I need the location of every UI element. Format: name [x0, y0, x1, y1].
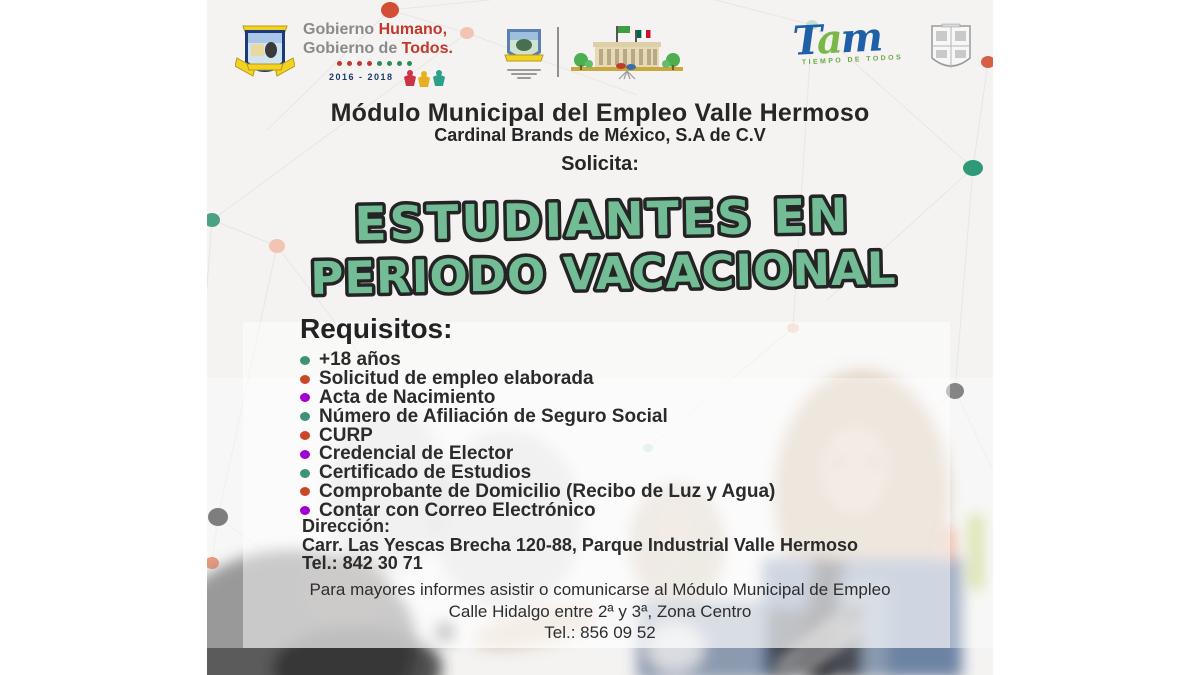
requirements-list [300, 351, 960, 520]
list-item-label: Acta de Nacimiento [319, 387, 496, 408]
people-figures-icon [402, 69, 450, 87]
tamaulipas-seal-icon [928, 22, 974, 76]
bullet-dot [300, 487, 310, 496]
list-item [300, 407, 960, 426]
bullet-dot [300, 393, 310, 402]
job-flyer-poster [207, 0, 993, 675]
list-item-label: Comprobante de Domicilio (Recibo de Luz y Agua) [319, 480, 776, 502]
tam-logo [791, 13, 904, 67]
footer-phone: Tel.: 856 09 52 [544, 623, 656, 642]
small-crest-icon [501, 25, 547, 67]
years-label: 2016 - 2018 [329, 72, 394, 82]
logo-divider [557, 27, 559, 77]
bullet-dot [300, 375, 310, 384]
todos-label: Todos. [401, 40, 453, 57]
address-line: Carr. Las Yescas Brecha 120-88, Parque Industrial Valle Hermoso [302, 534, 858, 555]
tam-letter-m: m [839, 13, 883, 63]
main-headline [207, 183, 993, 315]
gobierno-humano-text [303, 20, 453, 87]
tam-tagline: TIEMPO DE TODOS [801, 54, 904, 67]
address-section [302, 517, 858, 573]
bullet-dot [300, 450, 310, 459]
list-item [300, 445, 960, 464]
list-item-label: Número de Afiliación de Seguro Social [319, 405, 668, 427]
crest-caption-bars [507, 69, 541, 79]
bullet-dot [300, 506, 310, 515]
headline-line1: ESTUDIANTES EN [353, 188, 852, 253]
bullet-dot [300, 356, 310, 365]
list-item-label: Contar con Correo Electrónico [319, 499, 596, 521]
requirements-section [300, 313, 960, 520]
municipal-palace-icon [569, 24, 685, 80]
tam-letter-a: a [815, 15, 842, 64]
headline-line2: PERIODO VACACIONAL [309, 241, 897, 306]
solicita-label: Solicita: [561, 153, 639, 175]
humano-label: Humano, [378, 21, 448, 38]
requirements-heading: Requisitos: [300, 313, 453, 344]
municipal-crest-icon [235, 20, 295, 84]
address-phone: Tel.: 842 30 71 [302, 553, 423, 573]
list-item [300, 426, 960, 445]
footer-info [207, 579, 993, 644]
list-item [300, 370, 960, 389]
list-item-label: Certificado de Estudios [319, 462, 532, 484]
flyer-title: Módulo Municipal del Empleo Valle Hermoso [330, 99, 870, 127]
logo-row [207, 0, 993, 90]
municipal-center-logos [501, 24, 685, 80]
list-item-label: +18 años [319, 349, 401, 371]
gobierno-de-label: Gobierno de [303, 40, 402, 57]
list-item-label: CURP [319, 424, 373, 446]
gobierno-label: Gobierno [303, 21, 379, 38]
list-item [300, 464, 960, 483]
gobierno-humano-logo [235, 20, 453, 87]
footer-line2: Calle Hidalgo entre 2ª y 3ª, Zona Centro [448, 601, 752, 621]
list-item [300, 389, 960, 408]
tam-letter-t: T [791, 16, 818, 65]
company-name: Cardinal Brands de México, S.A de C.V [434, 125, 766, 145]
bullet-dot [300, 431, 310, 440]
bullet-dot [300, 412, 310, 421]
list-item-label: Credencial de Elector [319, 443, 514, 465]
list-item [300, 351, 960, 370]
color-dots-row [337, 61, 453, 66]
list-item-label: Solicitud de empleo elaborada [319, 368, 594, 390]
state-logos [791, 13, 974, 76]
footer-line1: Para mayores informes asistir o comunicarse al Módulo Municipal de Empleo [309, 580, 891, 599]
bullet-dot [300, 469, 310, 478]
list-item [300, 480, 960, 502]
address-heading: Dirección: [302, 516, 391, 536]
